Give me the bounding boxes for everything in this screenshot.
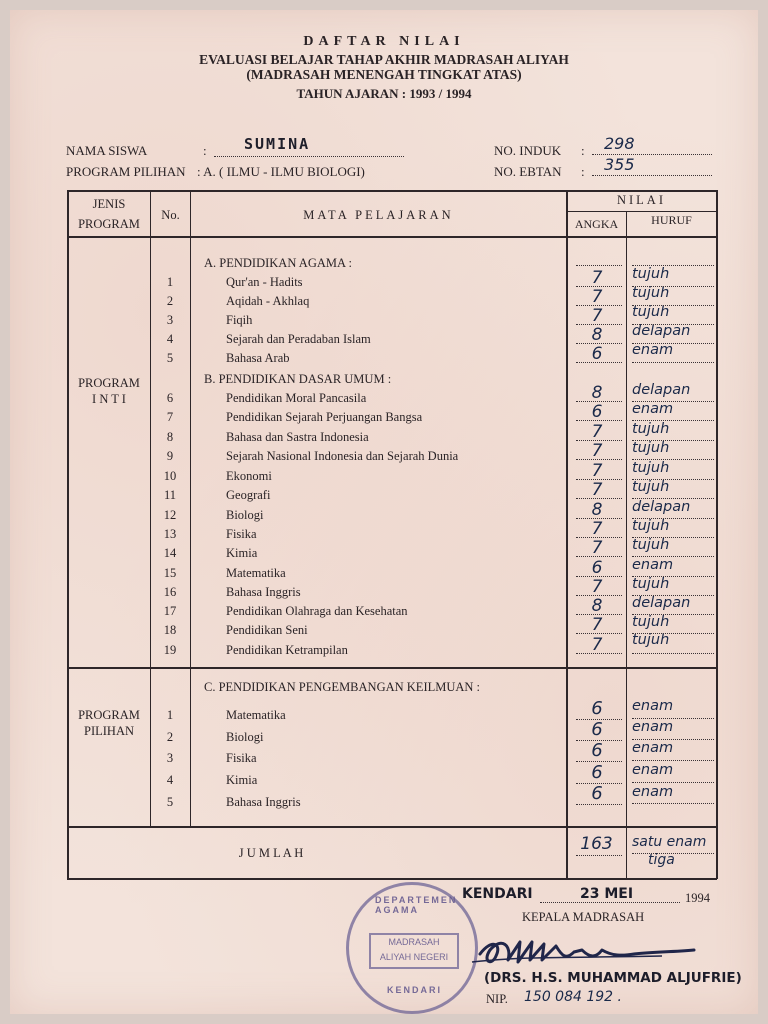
- row-no: 8: [166, 430, 174, 444]
- row-no: 14: [163, 546, 177, 560]
- header-no: No.: [161, 208, 180, 222]
- row-angka: 7: [591, 441, 603, 461]
- row-angka: 7: [591, 287, 603, 307]
- header-nilai: NILAI: [616, 193, 666, 207]
- program-pilihan-label-2: PILIHAN: [84, 724, 134, 738]
- stamp-ring-top: DEPARTEMEN AGAMA: [375, 895, 458, 915]
- row-huruf: tujuh: [632, 518, 670, 534]
- row-huruf: tujuh: [632, 304, 670, 320]
- ebtan-value: 355: [604, 155, 635, 174]
- row-angka: 7: [591, 422, 603, 442]
- row-subject: Bahasa Arab: [226, 351, 290, 365]
- total-huruf: satu enam: [632, 834, 707, 850]
- principal-title: KEPALA MADRASAH: [522, 910, 645, 924]
- row-no: 2: [166, 294, 174, 308]
- row-no: 10: [163, 469, 177, 483]
- row-no: 15: [163, 566, 177, 580]
- stamp-line-2: ALIYAH NEGERI: [379, 952, 449, 962]
- program-pilihan-label: PROGRAM: [78, 708, 140, 722]
- row-huruf: enam: [632, 719, 674, 735]
- row-subject: Bahasa Inggris: [226, 795, 301, 809]
- row-subject: Sejarah Nasional Indonesia dan Sejarah Dunia: [226, 449, 459, 463]
- row-angka: 7: [591, 615, 603, 635]
- header-angka: ANGKA: [574, 217, 619, 231]
- ebtan-colon: :: [581, 164, 585, 179]
- signer-name: (DRS. H.S. MUHAMMAD ALJUFRIE): [484, 970, 742, 986]
- row-no: 3: [166, 313, 174, 327]
- ebtan-label: NO. EBTAN: [494, 164, 562, 179]
- row-subject: Kimia: [226, 546, 258, 560]
- student-name-dots: [214, 156, 404, 157]
- row-angka: 8: [591, 383, 603, 403]
- row-huruf: enam: [632, 762, 674, 778]
- academic-year: TAHUN AJARAN : 1993 / 1994: [296, 86, 472, 101]
- row-angka: 7: [591, 306, 603, 326]
- program-inti-label-2: I N T I: [92, 392, 126, 406]
- total-angka: 163: [580, 834, 613, 854]
- row-subject: Pendidikan Ketrampilan: [226, 643, 348, 657]
- row-subject: Pendidikan Moral Pancasila: [226, 391, 367, 405]
- row-subject: Pendidikan Seni: [226, 623, 308, 637]
- footer-date: 23 MEI: [580, 886, 634, 902]
- total-label: J U M L A H: [238, 846, 304, 860]
- header-program: PROGRAM: [78, 217, 140, 231]
- row-no: 17: [163, 604, 177, 618]
- row-huruf: delapan: [632, 595, 691, 611]
- row-angka: 7: [591, 480, 603, 500]
- row-no: 2: [166, 730, 174, 744]
- row-subject: Bahasa Inggris: [226, 585, 301, 599]
- section-a-heading: A. PENDIDIKAN AGAMA :: [204, 256, 352, 270]
- header-huruf: HURUF: [651, 213, 692, 227]
- row-huruf: enam: [632, 784, 674, 800]
- row-angka: 7: [591, 538, 603, 558]
- row-huruf: delapan: [632, 323, 691, 339]
- row-subject: Geografi: [226, 488, 271, 502]
- row-no: 4: [166, 332, 174, 346]
- row-no: 6: [166, 391, 174, 405]
- stamp-line-1: MADRASAH: [388, 937, 440, 947]
- section-b-heading: B. PENDIDIKAN DASAR UMUM :: [204, 372, 392, 386]
- row-huruf: delapan: [632, 499, 691, 515]
- row-huruf: tujuh: [632, 285, 670, 301]
- stamp-inner: [369, 933, 459, 969]
- program-value: : A. ( ILMU - ILMU BIOLOGI): [197, 164, 365, 179]
- student-name-label: NAMA SISWA: [66, 143, 148, 158]
- row-huruf: enam: [632, 401, 674, 417]
- row-subject: Sejarah dan Peradaban Islam: [226, 332, 371, 346]
- nip-value: 150 084 192 .: [524, 989, 622, 1005]
- row-subject: Biologi: [226, 508, 264, 522]
- row-huruf: tujuh: [632, 537, 670, 553]
- row-no: 5: [166, 795, 174, 809]
- row-subject: Matematika: [226, 566, 286, 580]
- row-huruf: enam: [632, 740, 674, 756]
- student-name-value: SUMINA: [244, 135, 311, 153]
- stamp-ring-bottom: KENDARI: [387, 985, 443, 995]
- row-no: 4: [166, 773, 174, 787]
- nip-label: NIP.: [486, 992, 508, 1006]
- row-huruf: tujuh: [632, 576, 670, 592]
- row-no: 1: [166, 708, 174, 722]
- row-angka: 6: [591, 762, 603, 783]
- row-huruf: tujuh: [632, 479, 670, 495]
- row-huruf: enam: [632, 698, 674, 714]
- ebtan-dots: [592, 175, 712, 176]
- row-no: 12: [163, 508, 177, 522]
- header-mata-pelajaran: MATA PELAJARAN: [303, 208, 454, 222]
- program-inti-label: PROGRAM: [78, 376, 140, 390]
- row-angka: 8: [591, 500, 603, 520]
- induk-value: 298: [604, 134, 635, 153]
- row-angka: 7: [591, 635, 603, 655]
- row-no: 3: [166, 751, 174, 765]
- row-subject: Ekonomi: [226, 469, 272, 483]
- induk-label: NO. INDUK: [494, 143, 562, 158]
- row-huruf: delapan: [632, 382, 691, 398]
- row-angka: 7: [591, 461, 603, 481]
- row-angka: 6: [591, 558, 603, 578]
- row-angka: 6: [591, 344, 603, 364]
- row-subject: Qur'an - Hadits: [226, 275, 303, 289]
- row-subject: Biologi: [226, 730, 264, 744]
- total-huruf-2: tiga: [648, 852, 675, 868]
- row-no: 1: [166, 275, 174, 289]
- row-no: 13: [163, 527, 177, 541]
- row-no: 11: [163, 488, 177, 502]
- row-angka: 7: [591, 577, 603, 597]
- row-no: 5: [166, 351, 174, 365]
- row-no: 9: [166, 449, 174, 463]
- program-label: PROGRAM PILIHAN: [66, 164, 186, 179]
- row-subject: Kimia: [226, 773, 258, 787]
- row-angka: 6: [591, 783, 603, 804]
- row-huruf: tujuh: [632, 266, 670, 282]
- row-angka: 6: [591, 719, 603, 740]
- row-angka: 6: [591, 698, 603, 719]
- footer-place: KENDARI: [462, 886, 533, 902]
- row-no: 19: [163, 643, 177, 657]
- footer-year: 1994: [685, 891, 710, 905]
- row-huruf: tujuh: [632, 632, 670, 648]
- row-huruf: tujuh: [632, 421, 670, 437]
- row-angka: 8: [591, 325, 603, 345]
- row-angka: 7: [591, 268, 603, 288]
- row-subject: Matematika: [226, 708, 286, 722]
- row-subject: Pendidikan Olahraga dan Kesehatan: [226, 604, 408, 618]
- row-huruf: tujuh: [632, 614, 670, 630]
- document-subtitle-2: (MADRASAH MENENGAH TINGKAT ATAS): [246, 67, 522, 82]
- row-subject: Fiqih: [226, 313, 253, 327]
- row-huruf: tujuh: [632, 460, 670, 476]
- row-huruf: tujuh: [632, 440, 670, 456]
- row-angka: 7: [591, 519, 603, 539]
- row-huruf: enam: [632, 557, 674, 573]
- official-stamp: [346, 882, 478, 1014]
- row-subject: Fisika: [226, 527, 257, 541]
- header-jenis: JENIS: [92, 197, 126, 211]
- row-angka: 6: [591, 402, 603, 422]
- row-subject: Bahasa dan Sastra Indonesia: [226, 430, 369, 444]
- induk-colon: :: [581, 143, 585, 158]
- row-no: 7: [166, 410, 174, 424]
- row-angka: 8: [591, 596, 603, 616]
- row-angka: 6: [591, 740, 603, 761]
- row-subject: Aqidah - Akhlaq: [226, 294, 310, 308]
- row-subject: Pendidikan Sejarah Perjuangan Bangsa: [226, 410, 423, 424]
- row-no: 16: [163, 585, 177, 599]
- section-c-heading: C. PENDIDIKAN PENGEMBANGAN KEILMUAN :: [204, 680, 481, 694]
- row-subject: Fisika: [226, 751, 257, 765]
- row-huruf: enam: [632, 342, 674, 358]
- student-name-colon: :: [203, 143, 207, 158]
- footer-date-dots: [540, 902, 680, 903]
- row-no: 18: [163, 623, 177, 637]
- signature: [462, 926, 712, 976]
- document-subtitle: EVALUASI BELAJAR TAHAP AKHIR MADRASAH ALIYAH: [199, 52, 569, 67]
- document-title: DAFTAR NILAI: [303, 34, 465, 49]
